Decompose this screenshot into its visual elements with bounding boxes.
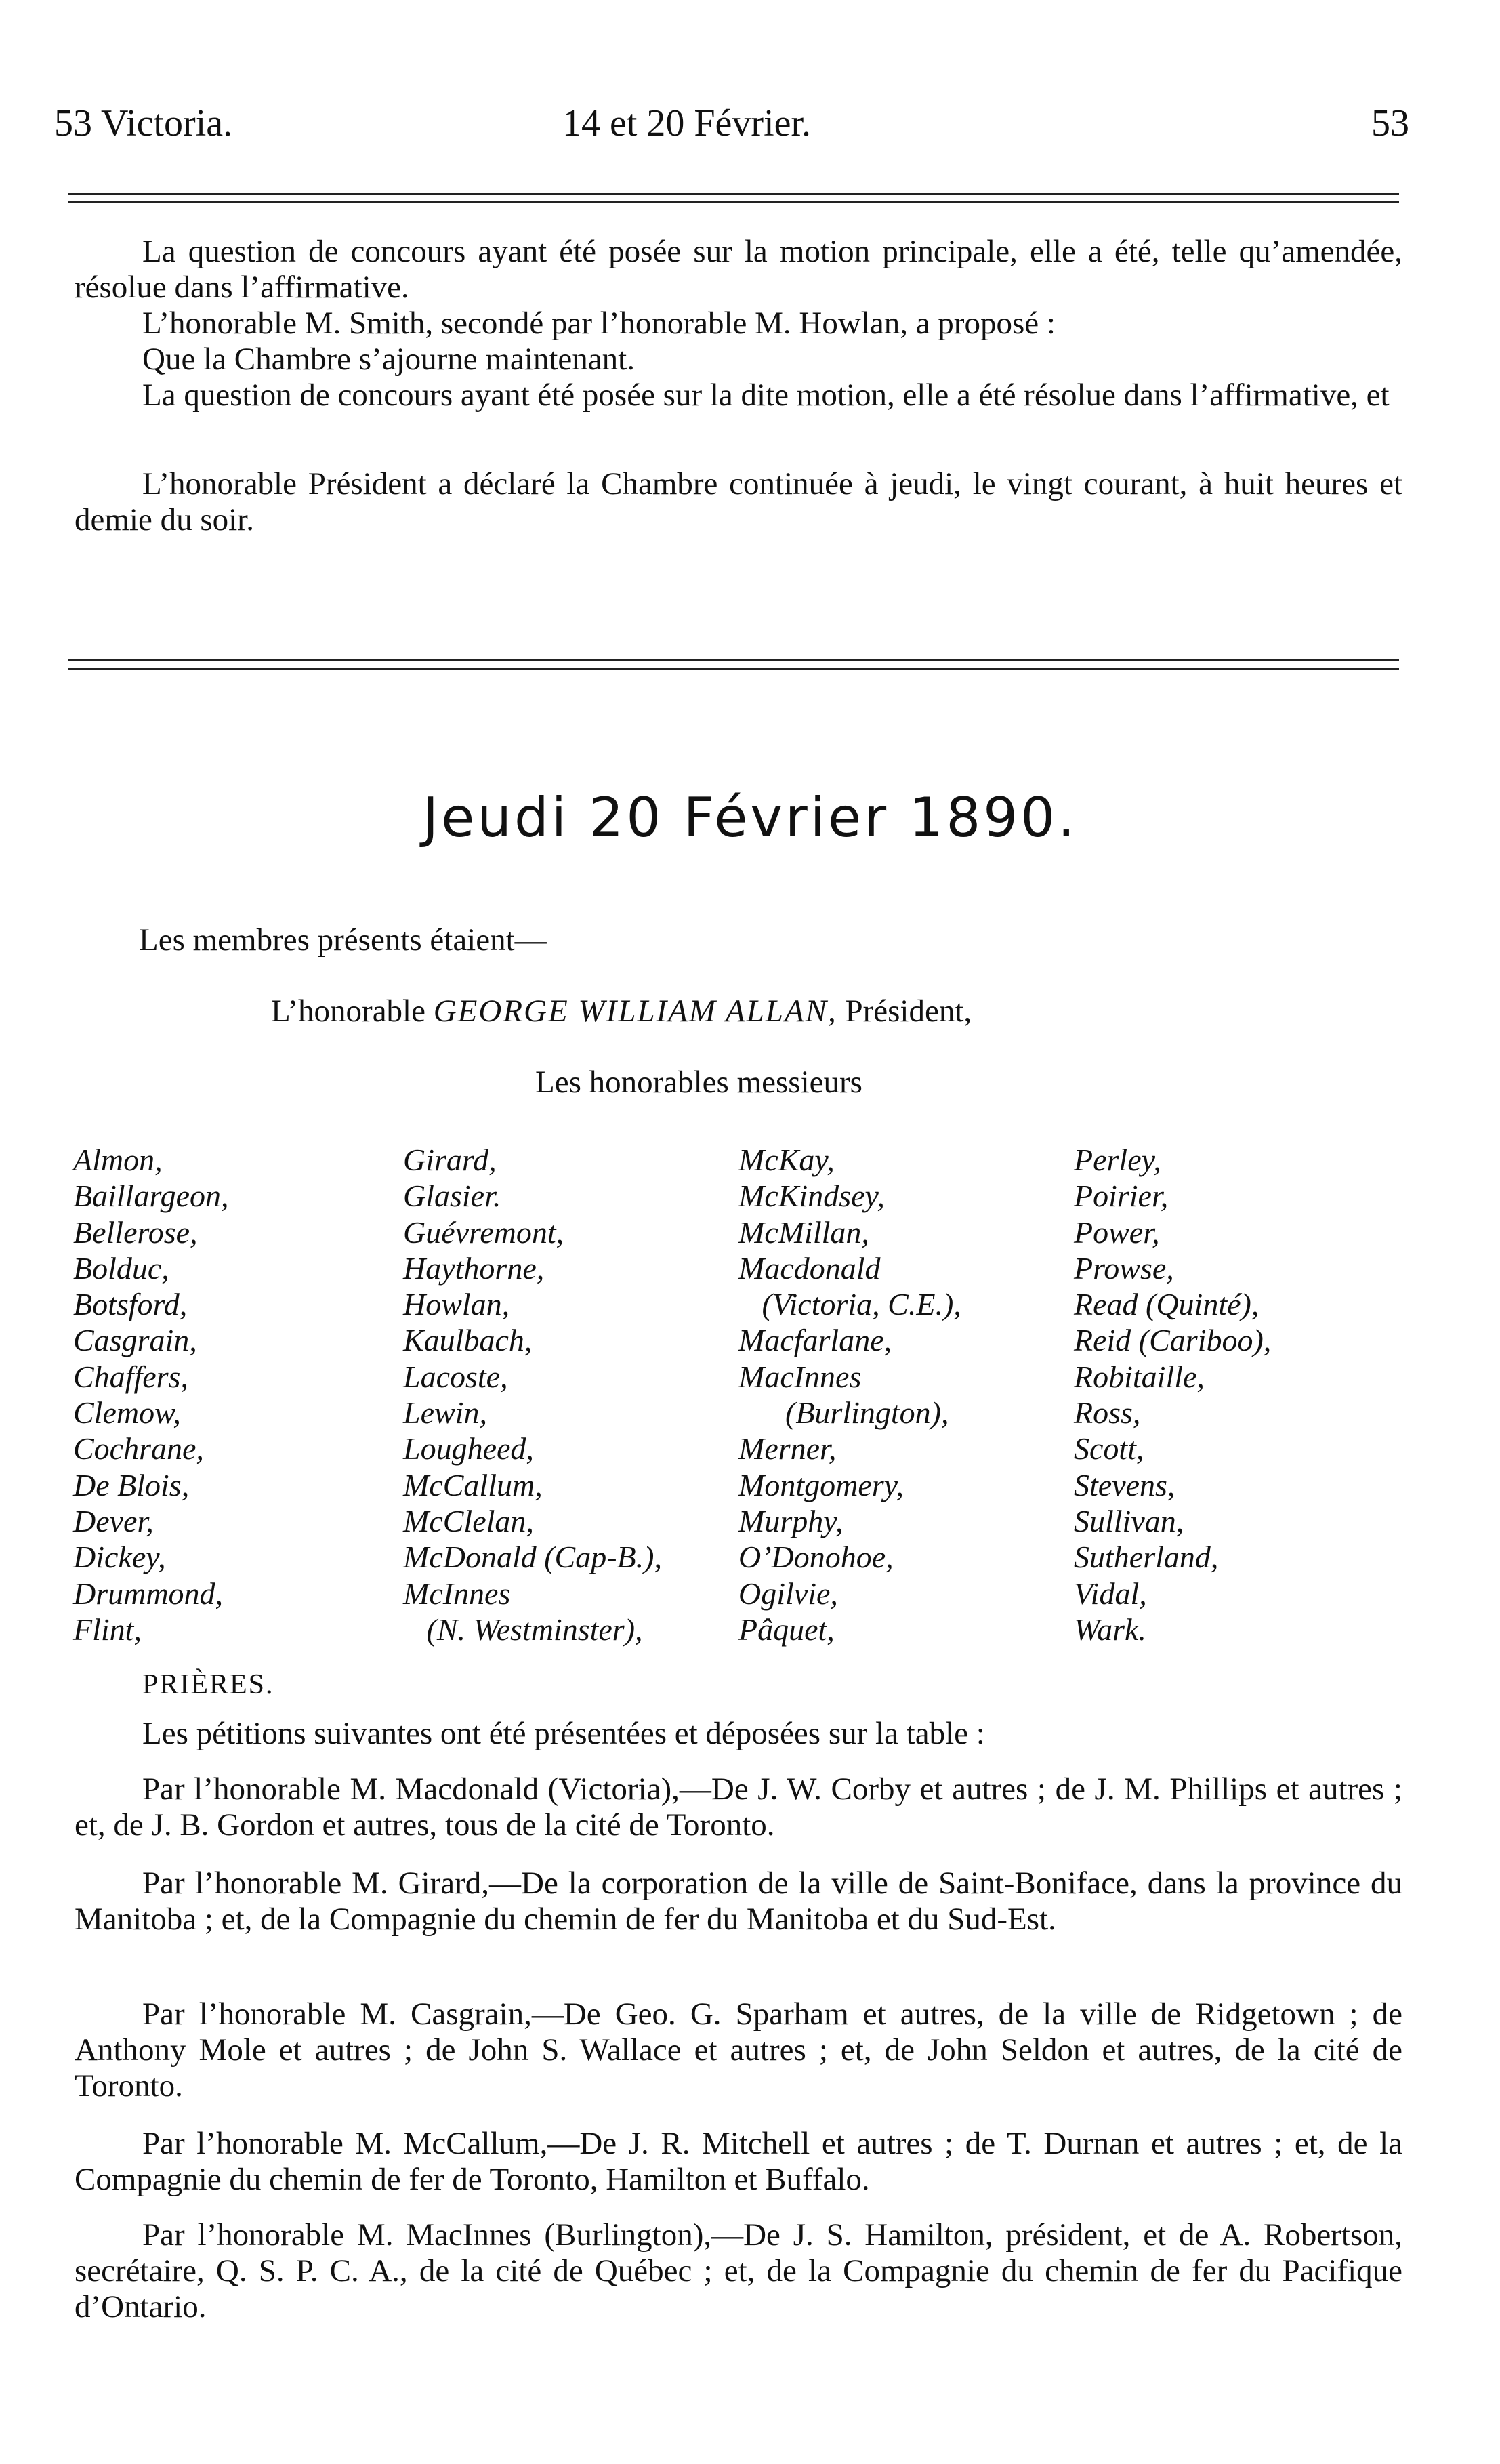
member-name: Murphy, — [738, 1503, 843, 1538]
paragraph-continuee: L’honorable Président a déclaré la Chambre continuée à jeudi, le vingt courant, à huit heures et demie du soir. — [75, 466, 1402, 537]
paragraph-concours-2: La question de concours ayant été posée sur la dite motion, elle a été résolue dans l’affirmative, et — [142, 377, 1390, 413]
member-name: Vidal, — [1074, 1576, 1147, 1611]
paragraph-petition-macdonald: Par l’honorable M. Macdonald (Victoria),—De J. W. Corby et autres ; de J. M. Phillips et autres ; et, de J. B. Gordon et autres, tous de la cité de Toronto. — [75, 1771, 1402, 1843]
president-title: Président, — [845, 993, 972, 1029]
member-name: McInnes — [403, 1576, 511, 1611]
member-name: Robitaille, — [1074, 1359, 1205, 1394]
member-name: Glasier. — [403, 1178, 501, 1214]
member-name: Montgomery, — [738, 1467, 904, 1502]
member-name: Almon, — [73, 1143, 163, 1177]
section-rule-bottom — [68, 668, 1399, 670]
member-name: Sutherland, — [1074, 1540, 1219, 1575]
member-name: Bolduc, — [73, 1250, 169, 1286]
member-name: McCallum, — [403, 1467, 543, 1502]
president-name: GEORGE WILLIAM ALLAN, — [433, 993, 837, 1029]
paragraph-petition-casgrain: Par l’honorable M. Casgrain,—De Geo. G. Sparham et autres, de la ville de Ridgetown ; de Anthony Mole et autres ; de John S. Wallace et autres ; et, de John Seldon et autres, de la cité de Toronto. — [75, 1996, 1402, 2103]
member-name: Casgrain, — [73, 1323, 197, 1358]
member-name: McKay, — [738, 1143, 835, 1177]
member-name: Cochrane, — [73, 1431, 204, 1466]
page-number: 53 — [1371, 102, 1409, 144]
member-name: Pâquet, — [738, 1611, 835, 1647]
member-name: Merner, — [738, 1431, 837, 1466]
member-name: Read (Quinté), — [1074, 1287, 1259, 1322]
header-session: 53 Victoria. — [54, 102, 233, 144]
paragraph-petition-girard: Par l’honorable M. Girard,—De la corporation de la ville de Saint-Boniface, dans la province du Manitoba ; et, de la Compagnie du chemin de fer du Manitoba et du Sud-Est. — [75, 1866, 1402, 1937]
header-rule-bottom — [68, 201, 1399, 203]
sitting-date-title: Jeudi 20 Février 1890. — [422, 786, 1078, 849]
member-name: Lewin, — [403, 1395, 487, 1431]
members-column-1 — [73, 1142, 229, 1647]
member-name: Botsford, — [73, 1287, 188, 1322]
member-name: Baillargeon, — [73, 1178, 229, 1214]
section-rule-top — [68, 659, 1399, 661]
paragraph-motion: L’honorable M. Smith, secondé par l’honorable M. Howlan, a proposé : — [142, 306, 1056, 341]
header-dates: 14 et 20 Février. — [562, 102, 812, 144]
member-name: (N. Westminster), — [403, 1611, 643, 1647]
member-name: Guévremont, — [403, 1214, 564, 1250]
member-name: McDonald (Cap-B.), — [403, 1540, 662, 1575]
paragraph-petitions-intro: Les pétitions suivantes ont été présentées et déposées sur la table : — [142, 1716, 985, 1751]
member-name: (Burlington), — [738, 1395, 949, 1431]
member-name: Macdonald — [738, 1250, 881, 1286]
prieres-heading: PRIÈRES. — [142, 1669, 274, 1700]
member-name: Chaffers, — [73, 1359, 188, 1394]
member-name: Girard, — [403, 1143, 497, 1177]
paragraph-concours-1: La question de concours ayant été posée sur la motion principale, elle a été, telle qu’amendée, résolue dans l’affirmative. — [75, 234, 1402, 305]
member-name: Wark. — [1074, 1611, 1146, 1647]
member-name: Flint, — [73, 1611, 142, 1647]
member-name: Poirier, — [1074, 1178, 1169, 1214]
member-name: Reid (Cariboo), — [1074, 1323, 1272, 1358]
president-line — [271, 993, 972, 1029]
member-name: Lougheed, — [403, 1431, 534, 1466]
header-rule-top — [68, 193, 1399, 195]
member-name: Haythorne, — [403, 1250, 545, 1286]
member-name: Perley, — [1074, 1143, 1161, 1177]
member-name: Dever, — [73, 1503, 154, 1538]
paragraph-petition-macinnes: Par l’honorable M. MacInnes (Burlington),—De J. S. Hamilton, président, et de A. Robertson, secrétaire, Q. S. P. C. A., de la cité de Québec ; et, de la Compagnie du chemin de fer du Pacifique d’Ontario. — [75, 2217, 1402, 2324]
member-name: (Victoria, C.E.), — [738, 1287, 961, 1322]
running-header — [54, 102, 1409, 156]
honorables-heading: Les honorables messieurs — [535, 1065, 862, 1100]
member-name: De Blois, — [73, 1467, 190, 1502]
member-name: Howlan, — [403, 1287, 510, 1322]
member-name: Bellerose, — [73, 1214, 198, 1250]
members-column-3 — [738, 1142, 961, 1647]
member-name: Dickey, — [73, 1540, 166, 1575]
member-name: Kaulbach, — [403, 1323, 533, 1358]
members-heading: Les membres présents étaient— — [139, 922, 547, 958]
members-column-4 — [1074, 1142, 1271, 1647]
member-name: Prowse, — [1074, 1250, 1174, 1286]
member-name: Lacoste, — [403, 1359, 508, 1394]
member-name: Stevens, — [1074, 1467, 1175, 1502]
member-name: McMillan, — [738, 1214, 869, 1250]
members-column-2 — [403, 1142, 662, 1647]
member-name: MacInnes — [738, 1359, 862, 1394]
paragraph-petition-mccallum: Par l’honorable M. McCallum,—De J. R. Mitchell et autres ; de T. Durnan et autres ; et, de la Compagnie du chemin de fer de Toronto, Hamilton et Buffalo. — [75, 2126, 1402, 2197]
president-prefix: L’honorable — [271, 993, 425, 1029]
member-name: McClelan, — [403, 1503, 534, 1538]
member-name: Ross, — [1074, 1395, 1141, 1431]
member-name: Power, — [1074, 1214, 1160, 1250]
member-name: O’Donohoe, — [738, 1540, 894, 1575]
member-name: Clemow, — [73, 1395, 181, 1431]
member-name: Scott, — [1074, 1431, 1144, 1466]
member-name: Drummond, — [73, 1576, 224, 1611]
member-name: Ogilvie, — [738, 1576, 838, 1611]
paragraph-ajourne: Que la Chambre s’ajourne maintenant. — [142, 342, 635, 377]
member-name: McKindsey, — [738, 1178, 885, 1214]
member-name: Sullivan, — [1074, 1503, 1184, 1538]
member-name: Macfarlane, — [738, 1323, 892, 1358]
